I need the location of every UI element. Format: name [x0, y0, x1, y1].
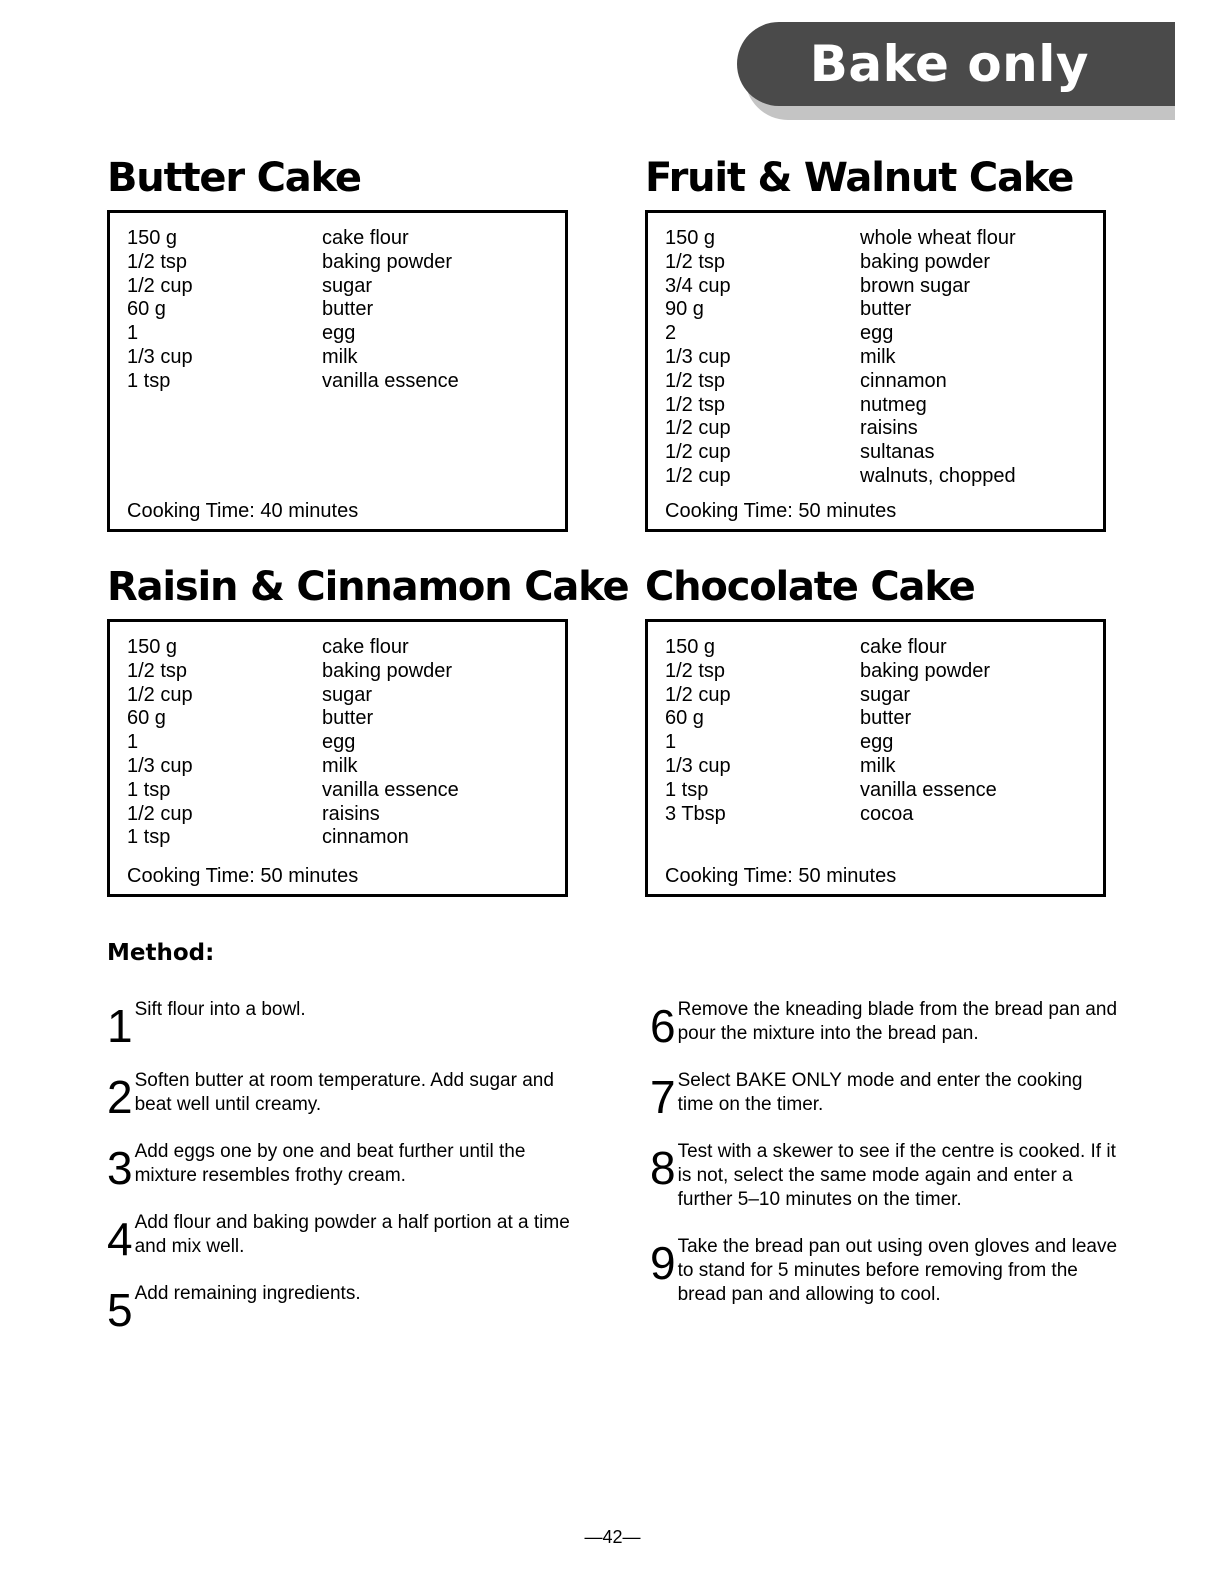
ingredient-name: egg: [322, 322, 356, 345]
ingredient-name: baking powder: [860, 659, 991, 682]
ingredient-row: [127, 298, 459, 322]
ingredient-quantity: 2: [665, 322, 677, 345]
ingredient-row: [665, 684, 997, 708]
ingredient-name: milk: [322, 345, 358, 368]
ingredient-row: [665, 251, 1016, 275]
ingredient-row: [665, 346, 1016, 370]
page-number: —42—: [584, 1527, 641, 1547]
step-number: 8: [650, 1142, 676, 1194]
ingredient-name: cake flour: [860, 636, 947, 658]
ingredient-name: sugar: [322, 683, 373, 706]
step-number: 6: [650, 1000, 676, 1052]
step-number: 7: [650, 1071, 676, 1123]
ingredient-row: [665, 636, 997, 660]
ingredient-list: [665, 636, 997, 826]
ingredient-row: [665, 370, 1016, 394]
ingredient-quantity: 1/2 cup: [665, 683, 731, 706]
ingredient-name: sugar: [322, 274, 373, 297]
step-number: 9: [650, 1237, 676, 1289]
method-step: [107, 1069, 577, 1123]
method-heading: Method:: [107, 940, 215, 966]
ingredient-row: [127, 322, 459, 346]
ingredient-name: butter: [860, 707, 912, 730]
ingredient-row: [665, 394, 1016, 418]
ingredient-box-raisin-cinnamon-cake: [107, 619, 568, 897]
ingredient-quantity: 1/2 tsp: [665, 659, 726, 682]
ingredient-box-fruit-walnut-cake: [645, 210, 1106, 532]
ingredient-row: [665, 275, 1016, 299]
step-text: Take the bread pan out using oven gloves and leave to stand for 5 minutes before removing from the bread pan and allowing to cool.: [677, 1236, 1118, 1305]
ingredient-quantity: 1/2 tsp: [665, 393, 726, 416]
ingredient-name: egg: [860, 322, 894, 345]
ingredient-name: butter: [322, 707, 374, 730]
ingredient-name: cinnamon: [322, 826, 409, 849]
ingredient-name: walnuts, chopped: [860, 464, 1016, 487]
ingredient-quantity: 60 g: [127, 707, 166, 730]
ingredient-row: [127, 275, 459, 299]
ingredient-quantity: 150 g: [665, 227, 716, 249]
ingredient-name: raisins: [860, 417, 918, 440]
ingredient-row: [127, 636, 459, 660]
ingredient-row: [127, 370, 459, 394]
ingredient-quantity: 150 g: [665, 636, 716, 658]
ingredient-row: [665, 298, 1016, 322]
method-step: [650, 1069, 1120, 1123]
ingredient-name: vanilla essence: [860, 778, 997, 801]
ingredient-name: nutmeg: [860, 393, 927, 416]
ingredient-row: [127, 803, 459, 827]
step-number: 3: [107, 1142, 133, 1194]
ingredient-row: [665, 755, 997, 779]
ingredient-quantity: 1/3 cup: [127, 754, 193, 777]
method-step: [650, 998, 1120, 1052]
ingredient-quantity: 150 g: [127, 227, 178, 249]
ingredient-name: sugar: [860, 683, 911, 706]
ingredient-row: [127, 684, 459, 708]
ingredient-quantity: 150 g: [127, 636, 178, 658]
step-text: Soften butter at room temperature. Add sugar and beat well until creamy.: [134, 1070, 554, 1115]
ingredient-name: cinnamon: [860, 369, 947, 392]
ingredient-name: vanilla essence: [322, 369, 459, 392]
cooking-time: Cooking Time: 40 minutes: [127, 500, 359, 522]
ingredient-name: cake flour: [322, 636, 409, 658]
ingredient-name: cake flour: [322, 227, 409, 249]
ingredient-list: [127, 636, 459, 850]
ingredient-name: raisins: [322, 802, 380, 825]
cooking-time: Cooking Time: 50 minutes: [665, 500, 897, 522]
ingredient-quantity: 1/2 tsp: [665, 369, 726, 392]
ingredient-row: [127, 251, 459, 275]
ingredient-quantity: 1/2 cup: [127, 802, 193, 825]
ingredient-name: butter: [860, 298, 912, 321]
step-text: Select BAKE ONLY mode and enter the cooking time on the timer.: [677, 1070, 1083, 1115]
ingredient-quantity: 1 tsp: [127, 369, 171, 392]
step-number: 1: [107, 1000, 133, 1052]
ingredient-name: milk: [860, 345, 896, 368]
ingredient-name: whole wheat flour: [860, 227, 1016, 249]
ingredient-list: [665, 227, 1016, 489]
ingredient-quantity: 1/2 tsp: [665, 250, 726, 273]
ingredient-name: baking powder: [322, 250, 453, 273]
ingredient-name: baking powder: [860, 250, 991, 273]
ingredient-name: egg: [860, 731, 894, 754]
method-step: [107, 1211, 577, 1265]
recipe-title-raisin-cinnamon-cake: Raisin & Cinnamon Cake: [107, 564, 629, 610]
ingredient-row: [127, 755, 459, 779]
cooking-time: Cooking Time: 50 minutes: [665, 865, 897, 887]
step-text: Add remaining ingredients.: [134, 1283, 361, 1304]
recipe-title-butter-cake: Butter Cake: [107, 155, 361, 201]
ingredient-name: brown sugar: [860, 274, 971, 297]
ingredient-quantity: 1/2 cup: [665, 441, 731, 464]
step-text: Add flour and baking powder a half portion at a time and mix well.: [134, 1212, 570, 1257]
recipe-title-chocolate-cake: Chocolate Cake: [645, 564, 975, 610]
ingredient-row: [127, 227, 459, 251]
ingredient-row: [127, 707, 459, 731]
ingredient-row: [127, 826, 459, 850]
ingredient-quantity: 1: [127, 322, 139, 345]
ingredient-name: baking powder: [322, 659, 453, 682]
ingredient-quantity: 1/2 cup: [127, 683, 193, 706]
ingredient-quantity: 1/2 cup: [665, 417, 731, 440]
ingredient-name: vanilla essence: [322, 778, 459, 801]
method-step: [107, 1282, 577, 1336]
ingredient-row: [127, 779, 459, 803]
ingredient-row: [665, 227, 1016, 251]
ingredient-row: [665, 322, 1016, 346]
ingredient-row: [665, 731, 997, 755]
step-text: Sift flour into a bowl.: [134, 999, 306, 1020]
ingredient-quantity: 1: [665, 731, 677, 754]
step-text: Test with a skewer to see if the centre is cooked. If it is not, select the same mode again and enter a further 5–10 minutes on the timer.: [677, 1141, 1116, 1210]
ingredient-row: [665, 779, 997, 803]
ingredient-name: butter: [322, 298, 374, 321]
recipe-title-fruit-walnut-cake: Fruit & Walnut Cake: [645, 155, 1074, 201]
method-step: [650, 1140, 1120, 1212]
ingredient-quantity: 1/2 cup: [665, 464, 731, 487]
ingredient-quantity: 1 tsp: [665, 778, 709, 801]
section-tab: Bake only: [737, 22, 1175, 106]
step-text: Add eggs one by one and beat further until the mixture resembles frothy cream.: [134, 1141, 526, 1186]
ingredient-quantity: 60 g: [127, 298, 166, 321]
step-number: 2: [107, 1071, 133, 1123]
ingredient-quantity: 1/2 cup: [127, 274, 193, 297]
ingredient-row: [665, 465, 1016, 489]
ingredient-quantity: 1/3 cup: [665, 754, 731, 777]
ingredient-quantity: 90 g: [665, 298, 704, 321]
step-number: 4: [107, 1213, 133, 1265]
ingredient-quantity: 3/4 cup: [665, 274, 731, 297]
ingredient-quantity: 1 tsp: [127, 778, 171, 801]
ingredient-list: [127, 227, 459, 394]
step-text: Remove the kneading blade from the bread pan and pour the mixture into the bread pan.: [677, 999, 1118, 1044]
ingredient-name: egg: [322, 731, 356, 754]
ingredient-box-butter-cake: [107, 210, 568, 532]
ingredient-quantity: 1/2 tsp: [127, 250, 188, 273]
ingredient-row: [665, 441, 1016, 465]
ingredient-quantity: 1/2 tsp: [127, 659, 188, 682]
ingredient-quantity: 1: [127, 731, 139, 754]
ingredient-quantity: 1 tsp: [127, 826, 171, 849]
ingredient-row: [665, 707, 997, 731]
ingredient-box-chocolate-cake: [645, 619, 1106, 897]
ingredient-quantity: 60 g: [665, 707, 704, 730]
step-number: 5: [107, 1284, 133, 1336]
ingredient-row: [127, 731, 459, 755]
ingredient-name: cocoa: [860, 802, 914, 825]
ingredient-name: sultanas: [860, 441, 935, 464]
ingredient-row: [127, 660, 459, 684]
ingredient-quantity: 1/3 cup: [665, 345, 731, 368]
ingredient-row: [127, 346, 459, 370]
ingredient-name: milk: [860, 754, 896, 777]
ingredient-row: [665, 660, 997, 684]
ingredient-quantity: 1/3 cup: [127, 345, 193, 368]
ingredient-quantity: 3 Tbsp: [665, 802, 726, 825]
method-step: [107, 1140, 577, 1194]
ingredient-row: [665, 803, 997, 827]
ingredient-name: milk: [322, 754, 358, 777]
ingredient-row: [665, 417, 1016, 441]
method-step: [650, 1235, 1120, 1307]
cooking-time: Cooking Time: 50 minutes: [127, 865, 359, 887]
method-step: [107, 998, 577, 1052]
